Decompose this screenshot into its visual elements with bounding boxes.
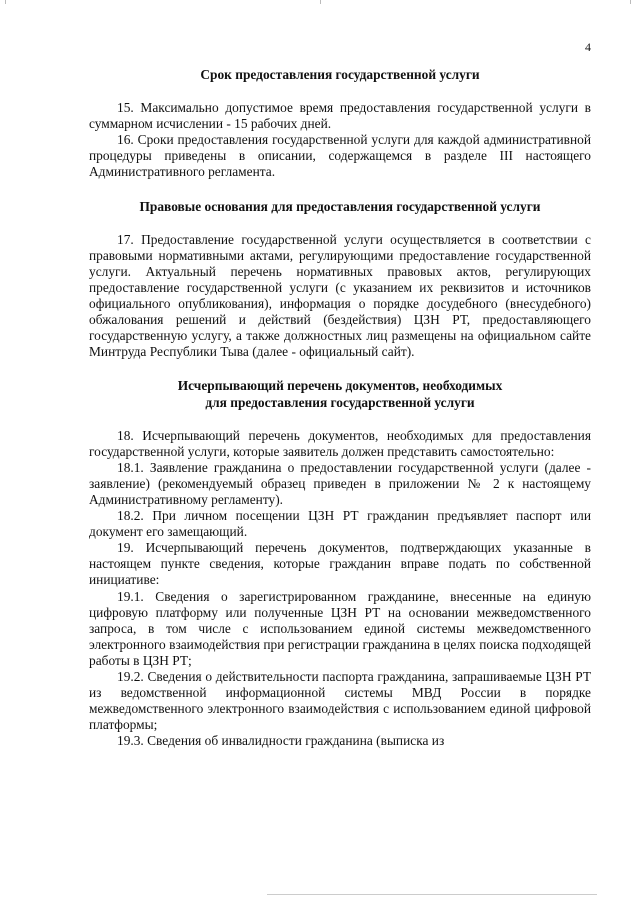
section-heading-term: Срок предоставления государственной услуги (200, 67, 480, 82)
paragraph-18-1: 18.1. Заявление гражданина о предоставлении государственной услуги (далее - заявление) (рекомендуемый образец приведен в приложении № 2 к настоящему Административному регламенту). (89, 459, 591, 507)
paragraph-18: 18. Исчерпывающий перечень документов, необходимых для предоставления государственной услуги, которые заявитель должен представить самостоятельно: (89, 427, 591, 459)
scan-top-marks (0, 0, 637, 4)
section-heading-legal-basis: Правовые основания для предоставления государственной услуги (139, 198, 541, 214)
paragraph-17: 17. Предоставление государственной услуги осуществляется в соответствии с правовыми нормативными актами, регулирующими предоставление государственной услуги. Актуальный перечень нормативных правовых актов, регулирующих предоставление государственной услуги (с указанием их реквизитов и источников официального опубликования), информация о порядке досудебного (внесудебного) обжалования решений и действий (бездействия) ЦЗН РТ, предоставляющего государственную услугу, а также должностных лиц размещены на официальном сайте Минтруда Республики Тыва (далее - официальный сайт). (89, 231, 591, 360)
page-number: 4 (585, 40, 591, 54)
paragraph-19-1: 19.1. Сведения о зарегистрированном гражданине, внесенные на единую цифровую платформу или полученные ЦЗН РТ на основании межведомственного запроса, в том числе с использованием единой системы межведомственного электронного взаимодействия при регистрации гражданина в целях поиска подходящей работы в ЦЗН РТ; (89, 588, 591, 668)
document-body (89, 67, 591, 749)
paragraph-15: 15. Максимально допустимое время предоставления государственной услуги в суммарном исчислении - 15 рабочих дней. (89, 100, 591, 132)
paragraph-19-2: 19.2. Сведения о действительности паспорта гражданина, запрашиваемые ЦЗН РТ из ведомственной информационной системы МВД России в порядке межведомственного электронного взаимодействия с использованием единой цифровой платформы; (89, 669, 591, 733)
paragraph-19: 19. Исчерпывающий перечень документов, подтверждающих указанные в настоящем пункте сведения, которые гражданин вправе подать по собственной инициативе: (89, 540, 591, 588)
paragraph-18-2: 18.2. При личном посещении ЦЗН РТ гражданин предъявляет паспорт или документ его замещающий. (89, 508, 591, 540)
paragraph-16: 16. Сроки предоставления государственной услуги для каждой административной процедуры приведены в описании, содержащемся в разделе III настоящего Административного регламента. (89, 132, 591, 180)
paragraph-19-3: 19.3. Сведения об инвалидности гражданина (выписка из (117, 733, 445, 749)
section-heading-documents-line1: Исчерпывающий перечень документов, необходимых (177, 378, 503, 394)
section-heading-documents-line2: для предоставления государственной услуги (205, 394, 475, 410)
scan-bottom-line (267, 894, 597, 895)
